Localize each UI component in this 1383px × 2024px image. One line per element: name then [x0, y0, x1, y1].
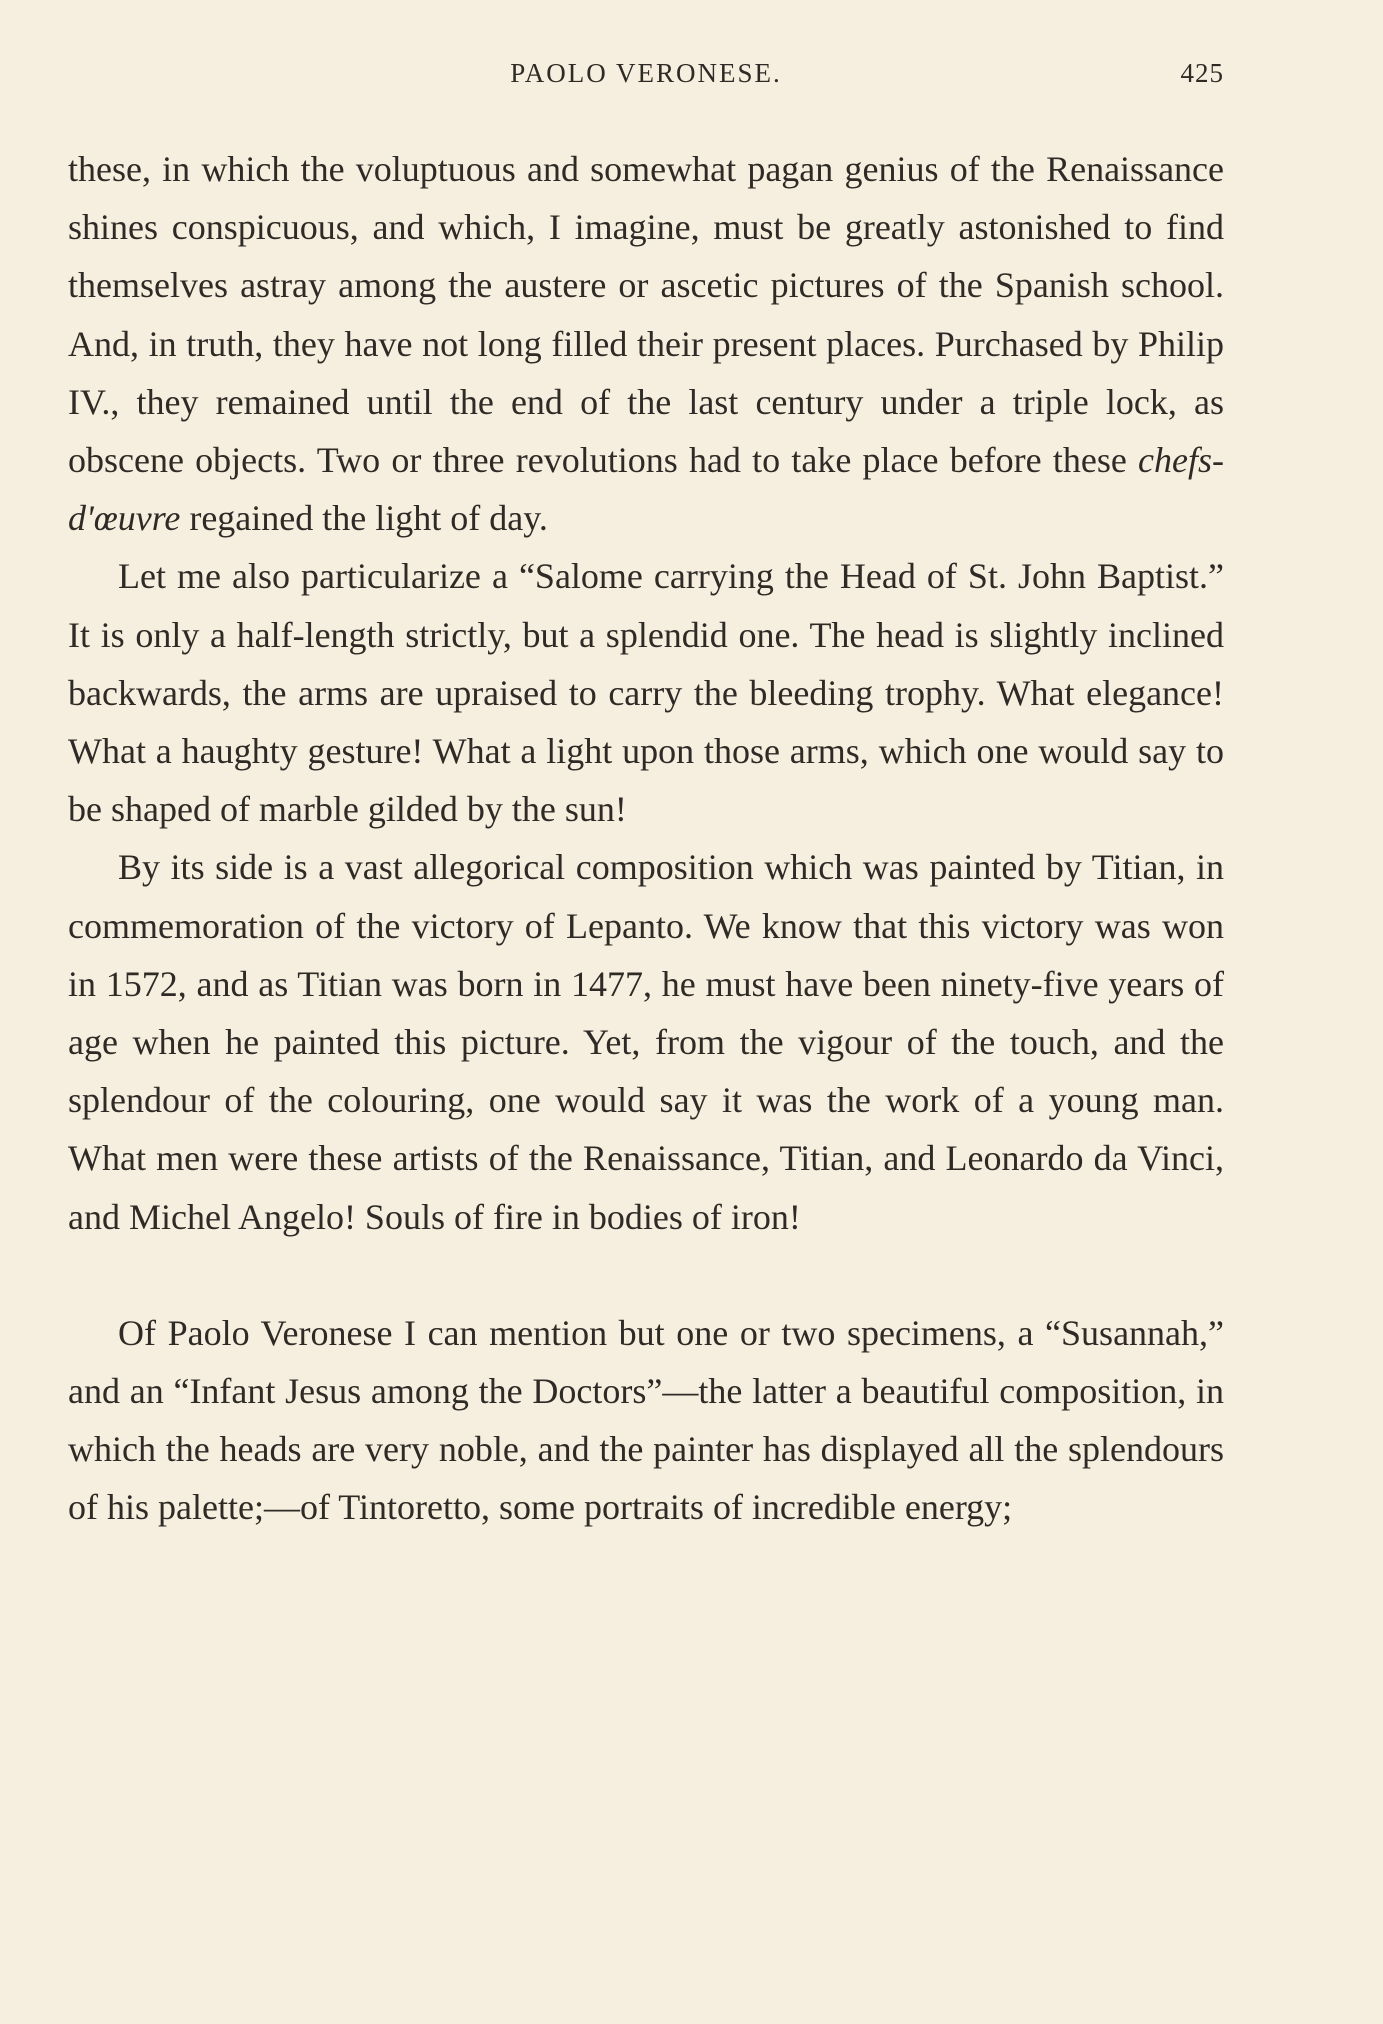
paragraph-continuation [68, 140, 1224, 547]
running-title: PAOLO VERONESE. [510, 58, 782, 88]
paragraph-veronese: Of Paolo Veronese I can mention but one or two specimens, a “Susannah,” and an “Infant Jesus among the Doctors”—the latter a beautiful composition, in which the heads are very noble, and the painter has displayed all the splendours of his palette;—of Tintoretto, some portraits of incredible energy; [68, 1312, 1224, 1528]
page-number: 425 [1180, 58, 1224, 88]
paragraph-salome: Let me also particularize a “Salome carrying the Head of St. John Baptist.” It is only a half-length strictly, but a splendid one. The head is slightly inclined backwards, the arms are upraised to carry the bleeding trophy. What elegance! What a haughty gesture! What a light upon those arms, which one would say to be shaped of marble gilded by the sun! [68, 556, 1224, 830]
body-text [68, 140, 1224, 1537]
page-header [68, 58, 1224, 98]
paragraph-text: regained the light of day. [180, 498, 548, 539]
paragraph-titian: By its side is a vast allegorical composition which was painted by Titian, in commemoration of the victory of Lepanto. We know that this victory was won in 1572, and as Titian was born in 1477, he must have been ninety-five years of age when he painted this picture. Yet, from the vigour of the touch, and the splendour of the colouring, one would say it was the work of a young man. What men were these artists of the Renaissance, Titian, and Leonardo da Vinci, and Michel Angelo! Souls of fire in bodies of iron! [68, 847, 1224, 1237]
italic-phrase: chefs-d'œuvre [68, 440, 1224, 539]
paragraph-text: these, in which the voluptuous and somewhat pagan genius of the Renaissance shines conspicuous, and which, I imagine, must be greatly astonished to find themselves astray among the austere or ascetic pictures of the Spanish school. And, in truth, they have not long filled their present places. Purchased by Philip IV., they remained until the end of the last century under a triple lock, as obscene objects. Two or three revolutions had to take place before these [68, 149, 1224, 481]
